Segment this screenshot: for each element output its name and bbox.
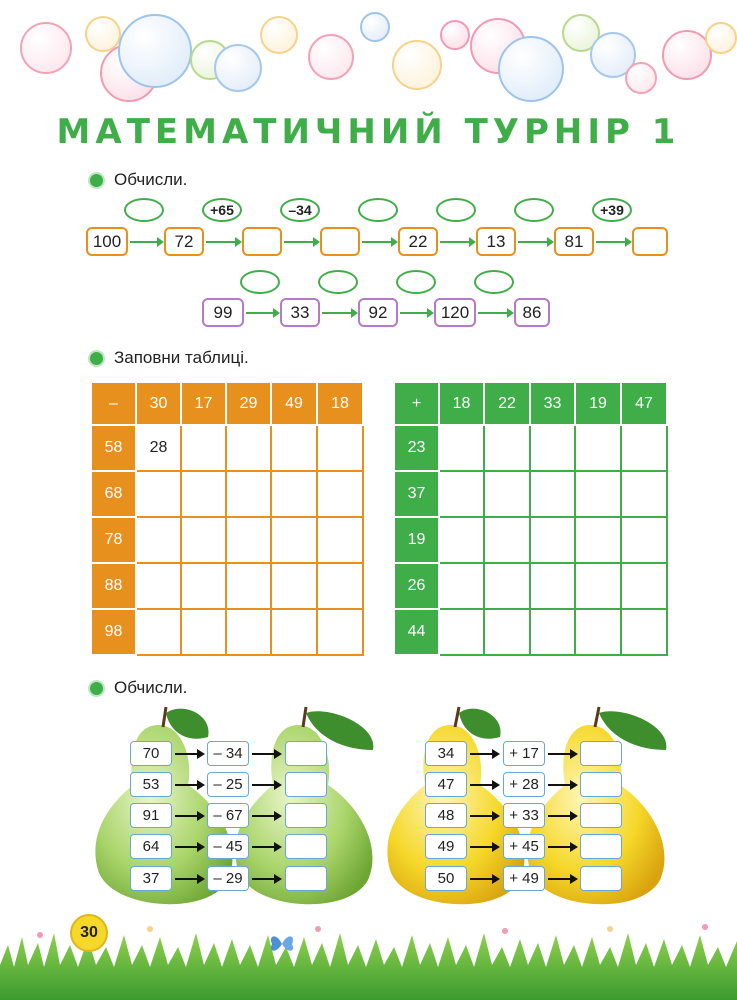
task2-heading (88, 348, 249, 368)
table-cell[interactable] (271, 471, 317, 517)
arrow-icon (252, 753, 280, 755)
answer-box[interactable] (580, 834, 622, 859)
operation-box: – 34 (207, 741, 249, 766)
addition-table (393, 381, 668, 656)
chain1-box: 22 (398, 227, 438, 256)
table-cell[interactable] (317, 563, 363, 609)
col-header: 49 (271, 382, 317, 425)
table-cell[interactable] (621, 517, 667, 563)
bullet-icon (88, 350, 105, 367)
row-header: 78 (91, 517, 136, 563)
table-cell[interactable] (136, 609, 181, 655)
arrow-icon (252, 846, 280, 848)
arrow-icon (130, 241, 162, 243)
chain2-box: 92 (358, 298, 398, 327)
table-cell[interactable] (621, 425, 667, 471)
col-header: 29 (226, 382, 271, 425)
arrow-icon (548, 815, 576, 817)
operation-box: – 45 (207, 834, 249, 859)
arrow-icon (518, 241, 552, 243)
chain1-answer-box[interactable] (632, 227, 668, 256)
table-cell[interactable] (575, 609, 621, 655)
arrow-icon (548, 784, 576, 786)
chain1-box: 81 (554, 227, 594, 256)
number-box: 47 (425, 772, 467, 797)
number-box: 50 (425, 866, 467, 891)
table-cell[interactable] (484, 563, 530, 609)
chain1-box: 100 (86, 227, 128, 256)
chain1-op-oval[interactable] (124, 198, 164, 222)
operation-box: – 25 (207, 772, 249, 797)
row-header: 68 (91, 471, 136, 517)
chain2-op-oval[interactable] (318, 270, 358, 294)
answer-box[interactable] (580, 866, 622, 891)
table-cell[interactable] (484, 609, 530, 655)
number-box: 48 (425, 803, 467, 828)
arrow-icon (175, 753, 203, 755)
chain2-op-oval[interactable] (396, 270, 436, 294)
table-cell[interactable] (439, 425, 484, 471)
answer-box[interactable] (285, 834, 327, 859)
table-cell[interactable] (439, 517, 484, 563)
task2-label: Заповни таблиці. (114, 348, 249, 367)
table-cell[interactable] (484, 471, 530, 517)
arrow-icon (548, 878, 576, 880)
operation-box: + 45 (503, 834, 545, 859)
table-cell[interactable] (484, 425, 530, 471)
bullet-icon (88, 680, 105, 697)
table-cell[interactable] (317, 425, 363, 471)
table-cell[interactable] (226, 517, 271, 563)
table-cell[interactable] (136, 517, 181, 563)
row-header: 23 (394, 425, 439, 471)
row-header: 19 (394, 517, 439, 563)
table-cell[interactable] (181, 517, 226, 563)
arrow-icon (470, 784, 498, 786)
arrow-icon (400, 312, 432, 314)
table-cell[interactable] (181, 471, 226, 517)
number-box: 49 (425, 834, 467, 859)
table-cell[interactable] (575, 517, 621, 563)
chain2-box: 120 (434, 298, 476, 327)
table-cell[interactable] (575, 563, 621, 609)
arrow-icon (470, 846, 498, 848)
arrow-icon (548, 846, 576, 848)
table-cell[interactable] (226, 563, 271, 609)
table-cell[interactable] (530, 609, 575, 655)
table-cell: 28 (136, 425, 181, 471)
page-number: 30 (80, 924, 98, 941)
arrow-icon (252, 815, 280, 817)
chain2-box: 99 (202, 298, 244, 327)
arrow-icon (246, 312, 278, 314)
chain1-op-oval[interactable] (358, 198, 398, 222)
table-corner-minus: – (91, 382, 136, 425)
chain1-op-oval: +65 (202, 198, 242, 222)
bullet-icon (88, 172, 105, 189)
arrow-icon (175, 846, 203, 848)
table-cell[interactable] (181, 609, 226, 655)
chain1-box: 72 (164, 227, 204, 256)
subtraction-table (90, 381, 364, 656)
answer-box[interactable] (285, 866, 327, 891)
operation-box: + 33 (503, 803, 545, 828)
arrow-icon (175, 878, 203, 880)
arrow-icon (252, 784, 280, 786)
table-cell[interactable] (530, 471, 575, 517)
table-cell[interactable] (530, 517, 575, 563)
arrow-icon (362, 241, 396, 243)
number-box: 64 (130, 834, 172, 859)
operation-box: – 29 (207, 866, 249, 891)
arrow-icon (322, 312, 356, 314)
chain1-box: 13 (476, 227, 516, 256)
task3-heading (88, 678, 187, 698)
number-box: 70 (130, 741, 172, 766)
row-header: 37 (394, 471, 439, 517)
page-number-badge (70, 914, 108, 952)
table-cell[interactable] (271, 563, 317, 609)
row-header: 58 (91, 425, 136, 471)
table-cell[interactable] (439, 609, 484, 655)
col-header: 22 (484, 382, 530, 425)
task3-label: Обчисли. (114, 678, 188, 697)
bubbles-header (0, 0, 737, 105)
operation-box: – 67 (207, 803, 249, 828)
row-header: 98 (91, 609, 136, 655)
chain1-answer-box[interactable] (320, 227, 360, 256)
table-cell[interactable] (226, 609, 271, 655)
arrow-icon (252, 878, 280, 880)
table-cell[interactable] (271, 425, 317, 471)
number-box: 91 (130, 803, 172, 828)
number-box: 37 (130, 866, 172, 891)
table-cell[interactable] (226, 471, 271, 517)
chain1-op-oval[interactable] (436, 198, 476, 222)
arrow-icon (175, 784, 203, 786)
answer-box[interactable] (580, 741, 622, 766)
answer-box[interactable] (580, 803, 622, 828)
table-cell[interactable] (621, 563, 667, 609)
col-header: 47 (621, 382, 667, 425)
table-cell[interactable] (181, 425, 226, 471)
table-cell[interactable] (439, 471, 484, 517)
table-corner-plus: + (394, 382, 439, 425)
arrow-icon (470, 753, 498, 755)
arrow-icon (470, 878, 498, 880)
table-cell[interactable] (317, 471, 363, 517)
task1-heading (88, 170, 187, 190)
table-cell[interactable] (136, 471, 181, 517)
answer-box[interactable] (580, 772, 622, 797)
table-cell[interactable] (226, 425, 271, 471)
table-cell[interactable] (621, 609, 667, 655)
grass-footer (0, 915, 737, 1000)
col-header: 19 (575, 382, 621, 425)
chain2-op-oval[interactable] (240, 270, 280, 294)
arrow-icon (440, 241, 474, 243)
col-header: 18 (439, 382, 484, 425)
table-cell[interactable] (530, 425, 575, 471)
arrow-icon (206, 241, 240, 243)
arrow-icon (175, 815, 203, 817)
table-cell[interactable] (317, 609, 363, 655)
col-header: 30 (136, 382, 181, 425)
chain1-answer-box[interactable] (242, 227, 282, 256)
table-cell[interactable] (317, 517, 363, 563)
table-cell[interactable] (439, 563, 484, 609)
table-cell[interactable] (530, 563, 575, 609)
answer-box[interactable] (285, 741, 327, 766)
table-cell[interactable] (136, 563, 181, 609)
answer-box[interactable] (285, 772, 327, 797)
chain2-box: 86 (514, 298, 550, 327)
table-cell[interactable] (575, 425, 621, 471)
arrow-icon (596, 241, 630, 243)
chain1-op-oval: –34 (280, 198, 320, 222)
table-cell[interactable] (271, 517, 317, 563)
arrow-icon (470, 815, 498, 817)
arrow-icon (284, 241, 318, 243)
table-cell[interactable] (484, 517, 530, 563)
col-header: 33 (530, 382, 575, 425)
arrow-icon (478, 312, 512, 314)
chain2-op-oval[interactable] (474, 270, 514, 294)
number-box: 53 (130, 772, 172, 797)
arrow-icon (548, 753, 576, 755)
operation-box: + 49 (503, 866, 545, 891)
table-cell[interactable] (181, 563, 226, 609)
chain1-op-oval: +39 (592, 198, 632, 222)
row-header: 88 (91, 563, 136, 609)
operation-box: + 28 (503, 772, 545, 797)
page-title: МАТЕМАТИЧНИЙ ТУРНІР 1 (56, 112, 681, 152)
butterfly-icon (268, 932, 296, 956)
table-cell[interactable] (271, 609, 317, 655)
operation-box: + 17 (503, 741, 545, 766)
task1-label: Обчисли. (114, 170, 188, 189)
answer-box[interactable] (285, 803, 327, 828)
chain2-box: 33 (280, 298, 320, 327)
table-cell[interactable] (575, 471, 621, 517)
col-header: 18 (317, 382, 363, 425)
chain1-op-oval[interactable] (514, 198, 554, 222)
row-header: 44 (394, 609, 439, 655)
col-header: 17 (181, 382, 226, 425)
table-cell[interactable] (621, 471, 667, 517)
number-box: 34 (425, 741, 467, 766)
row-header: 26 (394, 563, 439, 609)
